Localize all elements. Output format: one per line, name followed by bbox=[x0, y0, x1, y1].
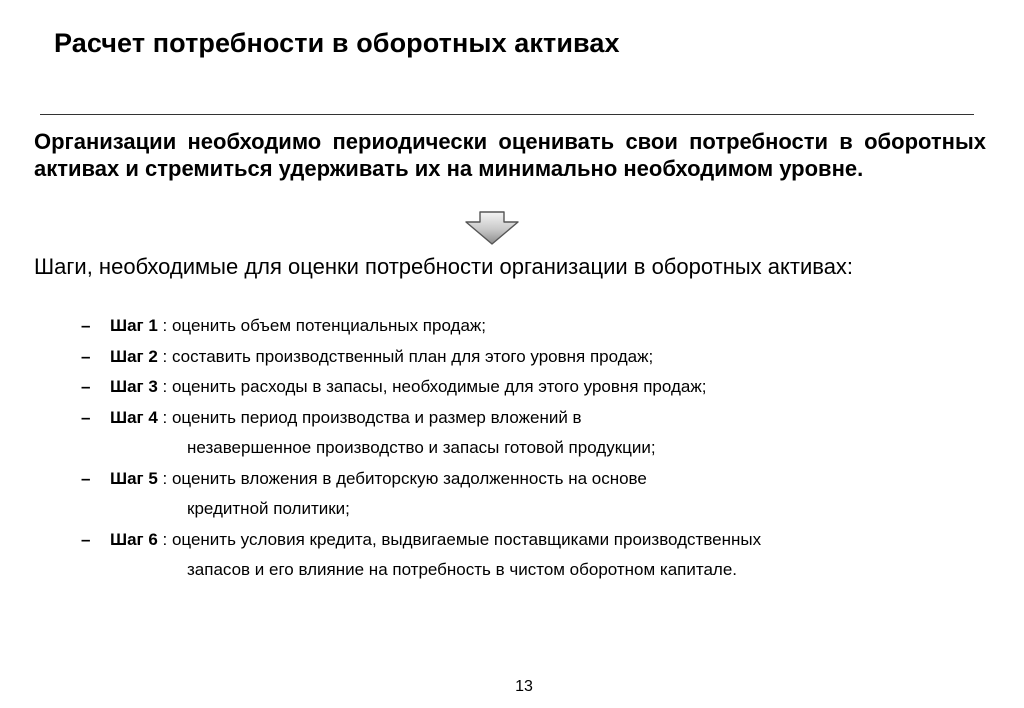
list-item bbox=[0, 403, 950, 464]
bullet-dash: – bbox=[81, 377, 91, 396]
step-continuation: кредитной политики; bbox=[187, 499, 350, 518]
step-continuation: незавершенное производство и запасы готовой продукции; bbox=[187, 438, 656, 457]
step-text: : оценить вложения в дебиторскую задолженность на основе bbox=[157, 468, 647, 488]
step-text: : составить производственный план для этого уровня продаж; bbox=[157, 346, 654, 366]
step-text: : оценить расходы в запасы, необходимые для этого уровня продаж; bbox=[157, 377, 707, 396]
step-text: : оценить условия кредита, выдвигаемые поставщиками производственных bbox=[157, 529, 762, 549]
bullet-dash: – bbox=[81, 468, 91, 488]
step-label: Шаг 6 bbox=[110, 529, 158, 549]
step-label: Шаг 3 bbox=[110, 377, 158, 396]
step-continuation: запасов и его влияние на потребность в чистом оборотном капитале. bbox=[187, 560, 738, 579]
page-number: 13 bbox=[515, 678, 533, 695]
bullet-dash: – bbox=[81, 346, 91, 366]
steps-list bbox=[0, 311, 1024, 586]
list-item bbox=[0, 311, 950, 342]
list-item bbox=[0, 525, 950, 586]
intro-paragraph: Организации необходимо периодически оценивать свои потребности в оборотных активах и стремиться удерживать их на минимально необходимом уровне. bbox=[34, 129, 986, 181]
page-title: Расчет потребности в оборотных активах bbox=[54, 28, 620, 58]
steps-heading: Шаги, необходимые для оценки потребности организации в оборотных активах: bbox=[34, 254, 854, 279]
step-label: Шаг 5 bbox=[110, 468, 158, 488]
step-label: Шаг 4 bbox=[110, 407, 158, 427]
title-divider bbox=[40, 114, 974, 115]
bullet-dash: – bbox=[81, 407, 91, 427]
list-item bbox=[0, 372, 950, 403]
list-item bbox=[0, 464, 950, 525]
step-text: : оценить объем потенциальных продаж; bbox=[157, 316, 487, 335]
step-label: Шаг 1 bbox=[110, 316, 158, 335]
step-label: Шаг 2 bbox=[110, 346, 158, 366]
bullet-dash: – bbox=[81, 316, 91, 335]
down-arrow-icon bbox=[464, 210, 520, 246]
list-item bbox=[0, 342, 950, 373]
bullet-dash: – bbox=[81, 529, 91, 549]
step-text: : оценить период производства и размер вложений в bbox=[157, 407, 582, 427]
